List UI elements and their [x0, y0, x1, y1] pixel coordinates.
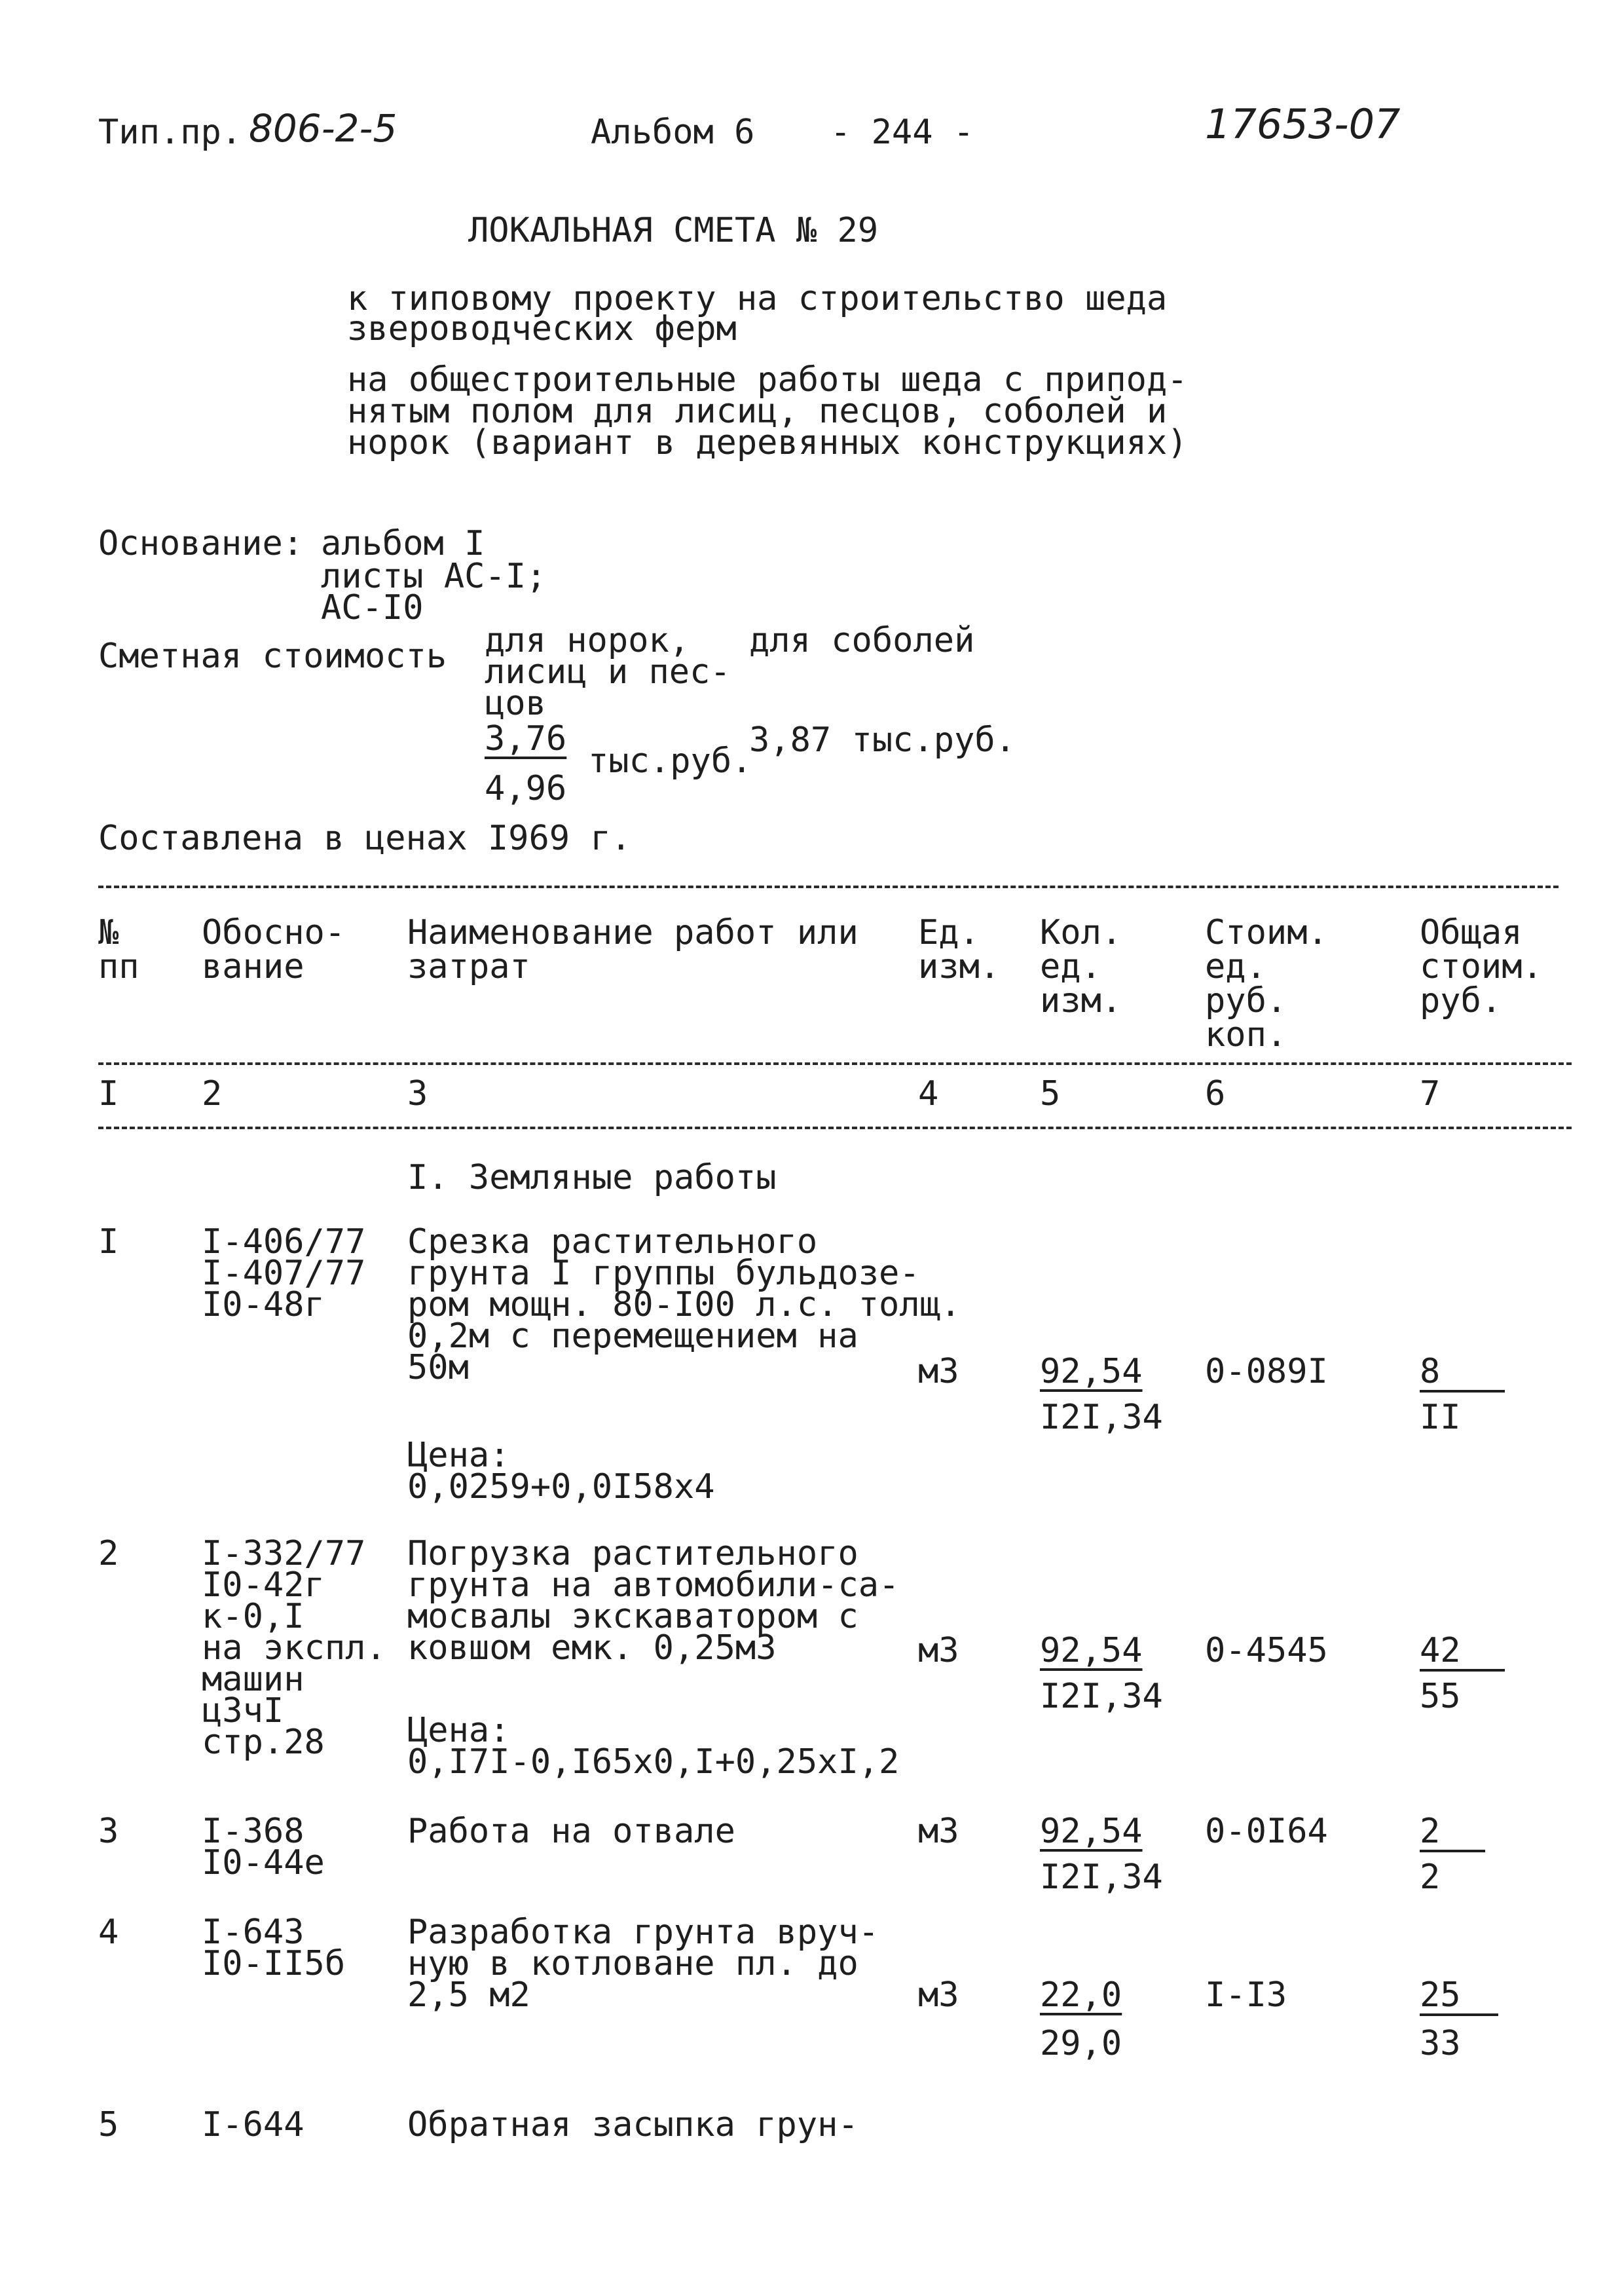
colnum-7: 7 [1420, 1074, 1441, 1113]
th-unitcost-3: руб. [1205, 981, 1287, 1020]
colnum-5: 5 [1040, 1074, 1061, 1113]
row2-total-rule [1420, 1669, 1505, 1672]
row2-name-3: мосвалы экскаватором с [407, 1597, 858, 1636]
row1-unit-cost: 0-089I [1205, 1352, 1328, 1391]
colnum-6: 6 [1205, 1074, 1226, 1113]
row3-qty-bottom: I2I,34 [1040, 1858, 1163, 1897]
subtitle-1-line-2: звероводческих ферм [347, 309, 737, 348]
colnum-1: I [98, 1074, 119, 1113]
dashed-rule-colnums-bottom [98, 1127, 1572, 1129]
row1-qty-top: 92,54 [1040, 1352, 1143, 1391]
row4-qty-bottom: 29,0 [1040, 2024, 1122, 2063]
row1-total-rule [1420, 1390, 1505, 1393]
row2-total-top: 42 [1420, 1631, 1461, 1670]
row2-basis-2: I0-42г [202, 1565, 325, 1605]
dashed-rule-header-bottom [98, 1062, 1572, 1065]
header-tip: Тип.пр. [98, 113, 242, 152]
cost-col1-line-1: для норок, [485, 621, 690, 660]
row3-total-bottom: 2 [1420, 1858, 1441, 1897]
th-qty-1: Кол. [1040, 913, 1122, 952]
subtitle-2-line-3: норок (вариант в деревянных конструкциях) [347, 423, 1188, 462]
row1-basis-2: I-407/77 [202, 1254, 366, 1293]
row1-basis-3: I0-48г [202, 1285, 325, 1324]
row3-basis-1: I-368 [202, 1812, 304, 1851]
row1-total-top: 8 [1420, 1352, 1441, 1391]
dashed-rule-top [98, 886, 1559, 888]
row3-basis-2: I0-44е [202, 1843, 325, 1882]
th-unitcost-1: Стоим. [1205, 913, 1328, 952]
cost-label: Сметная стоимость [98, 637, 447, 676]
row3-name-1: Работа на отвале [407, 1812, 735, 1851]
basis-line-3: АС-I0 [321, 588, 424, 627]
row4-total-bottom: 33 [1420, 2024, 1461, 2063]
row5-no: 5 [98, 2105, 119, 2144]
cost-unit-1: тыс.руб. [588, 741, 752, 781]
prices-note: Составлена в ценах I969 г. [98, 819, 631, 858]
row1-total-bottom: II [1420, 1398, 1461, 1437]
th-total-2: стоим. [1420, 947, 1543, 986]
row1-name-3: ром мощн. 80-I00 л.с. толщ. [407, 1285, 961, 1324]
row2-name-4: ковшом емк. 0,25м3 [407, 1628, 777, 1668]
row4-unit-cost: I-I3 [1205, 1975, 1287, 2015]
subtitle-2-line-2: нятым полом для лисиц, песцов, соболей и [347, 392, 1168, 431]
row2-price-formula: 0,I7I-0,I65х0,I+0,25хI,2 [407, 1742, 900, 1782]
row2-name-1: Погрузка растительного [407, 1534, 858, 1573]
row4-total-rule [1420, 2013, 1498, 2016]
row5-basis-1: I-644 [202, 2105, 304, 2144]
cost-col1-line-3: цов [485, 684, 546, 723]
row1-basis-1: I-406/77 [202, 1222, 366, 1262]
th-unitcost-4: коп. [1205, 1015, 1287, 1055]
row3-total-top: 2 [1420, 1812, 1441, 1851]
row2-basis-7: стр.28 [202, 1723, 325, 1762]
row1-name-1: Срезка растительного [407, 1222, 818, 1262]
subtitle-1-line-1: к типовому проекту на строительство шеда [347, 279, 1168, 318]
header-album: Альбом 6 [591, 113, 755, 152]
row3-unit: м3 [918, 1812, 959, 1851]
colnum-3: 3 [407, 1074, 428, 1113]
row1-unit: м3 [918, 1352, 959, 1391]
row3-no: 3 [98, 1812, 119, 1851]
th-total-3: руб. [1420, 981, 1502, 1020]
header-page-number: - 244 - [830, 113, 974, 152]
row1-name-2: грунта I группы бульдозе- [407, 1254, 920, 1293]
row4-qty-top: 22,0 [1040, 1975, 1122, 2015]
row2-price-label: Цена: [407, 1711, 510, 1750]
th-name-1: Наименование работ или [407, 913, 858, 952]
cost-col1-line-2: лисиц и пес- [485, 652, 731, 692]
basis-label: Основание: [98, 524, 304, 563]
row2-unit: м3 [918, 1631, 959, 1670]
row1-qty-bottom: I2I,34 [1040, 1398, 1163, 1437]
row4-basis-1: I-643 [202, 1913, 304, 1952]
cost-col2-label: для соболей [749, 621, 975, 660]
row2-no: 2 [98, 1534, 119, 1573]
row4-name-1: Разработка грунта вруч- [407, 1913, 879, 1952]
th-no-1: № [98, 913, 119, 952]
row1-price-label: Цена: [407, 1436, 510, 1475]
cost-value-top: 3,76 [485, 719, 567, 758]
section-heading: I. Земляные работы [407, 1158, 777, 1197]
basis-line-1: альбом I [321, 524, 485, 563]
row4-name-3: 2,5 м2 [407, 1975, 530, 2015]
row3-unit-cost: 0-0I64 [1205, 1812, 1328, 1851]
row1-name-4: 0,2м с перемещением на [407, 1317, 858, 1356]
subtitle-2-line-1: на общестроительные работы шеда с припод- [347, 360, 1188, 400]
row2-name-2: грунта на автомобили-са- [407, 1565, 900, 1605]
row2-basis-3: к-0,I [202, 1597, 304, 1636]
row2-qty-top: 92,54 [1040, 1631, 1143, 1670]
th-unitcost-2: ед. [1205, 947, 1266, 986]
colnum-2: 2 [202, 1074, 223, 1113]
row3-total-rule [1420, 1850, 1485, 1852]
row4-total-top: 25 [1420, 1975, 1461, 2015]
th-qty-2: ед. [1040, 947, 1101, 986]
row2-qty-bottom: I2I,34 [1040, 1677, 1163, 1716]
row2-basis-1: I-332/77 [202, 1534, 366, 1573]
header-doc-no: 17653-07 [1205, 100, 1401, 148]
basis-line-2: листы АС-I; [321, 557, 547, 596]
row5-name-1: Обратная засыпка грун- [407, 2105, 858, 2144]
page-title: ЛОКАЛЬНАЯ СМЕТА № 29 [468, 211, 879, 250]
row4-unit: м3 [918, 1975, 959, 2015]
row3-qty-top: 92,54 [1040, 1812, 1143, 1851]
row2-basis-4: на экспл. [202, 1628, 386, 1668]
row1-name-5: 50м [407, 1348, 469, 1387]
row2-total-bottom: 55 [1420, 1677, 1461, 1716]
row2-basis-5: машин [202, 1660, 304, 1699]
th-qty-3: изм. [1040, 981, 1122, 1020]
th-no-2: пп [98, 947, 139, 986]
th-basis-2: вание [202, 947, 304, 986]
colnum-4: 4 [918, 1074, 939, 1113]
row4-basis-2: I0-II5б [202, 1944, 346, 1983]
cost-value-2: 3,87 тыс.руб. [749, 720, 1016, 760]
th-basis-1: Обосно- [202, 913, 346, 952]
row2-unit-cost: 0-4545 [1205, 1631, 1328, 1670]
row4-name-2: ную в котловане пл. до [407, 1944, 858, 1983]
th-unit-2: изм. [918, 947, 1001, 986]
th-unit-1: Ед. [918, 913, 980, 952]
row1-no: I [98, 1222, 119, 1262]
cost-value-bottom: 4,96 [485, 769, 567, 808]
header-project-no: 806-2-5 [249, 106, 397, 151]
th-name-2: затрат [407, 947, 530, 986]
row2-basis-6: ц3чI [202, 1691, 284, 1730]
th-total-1: Общая [1420, 913, 1522, 952]
row1-price-formula: 0,0259+0,0I58х4 [407, 1467, 715, 1506]
row4-no: 4 [98, 1913, 119, 1952]
